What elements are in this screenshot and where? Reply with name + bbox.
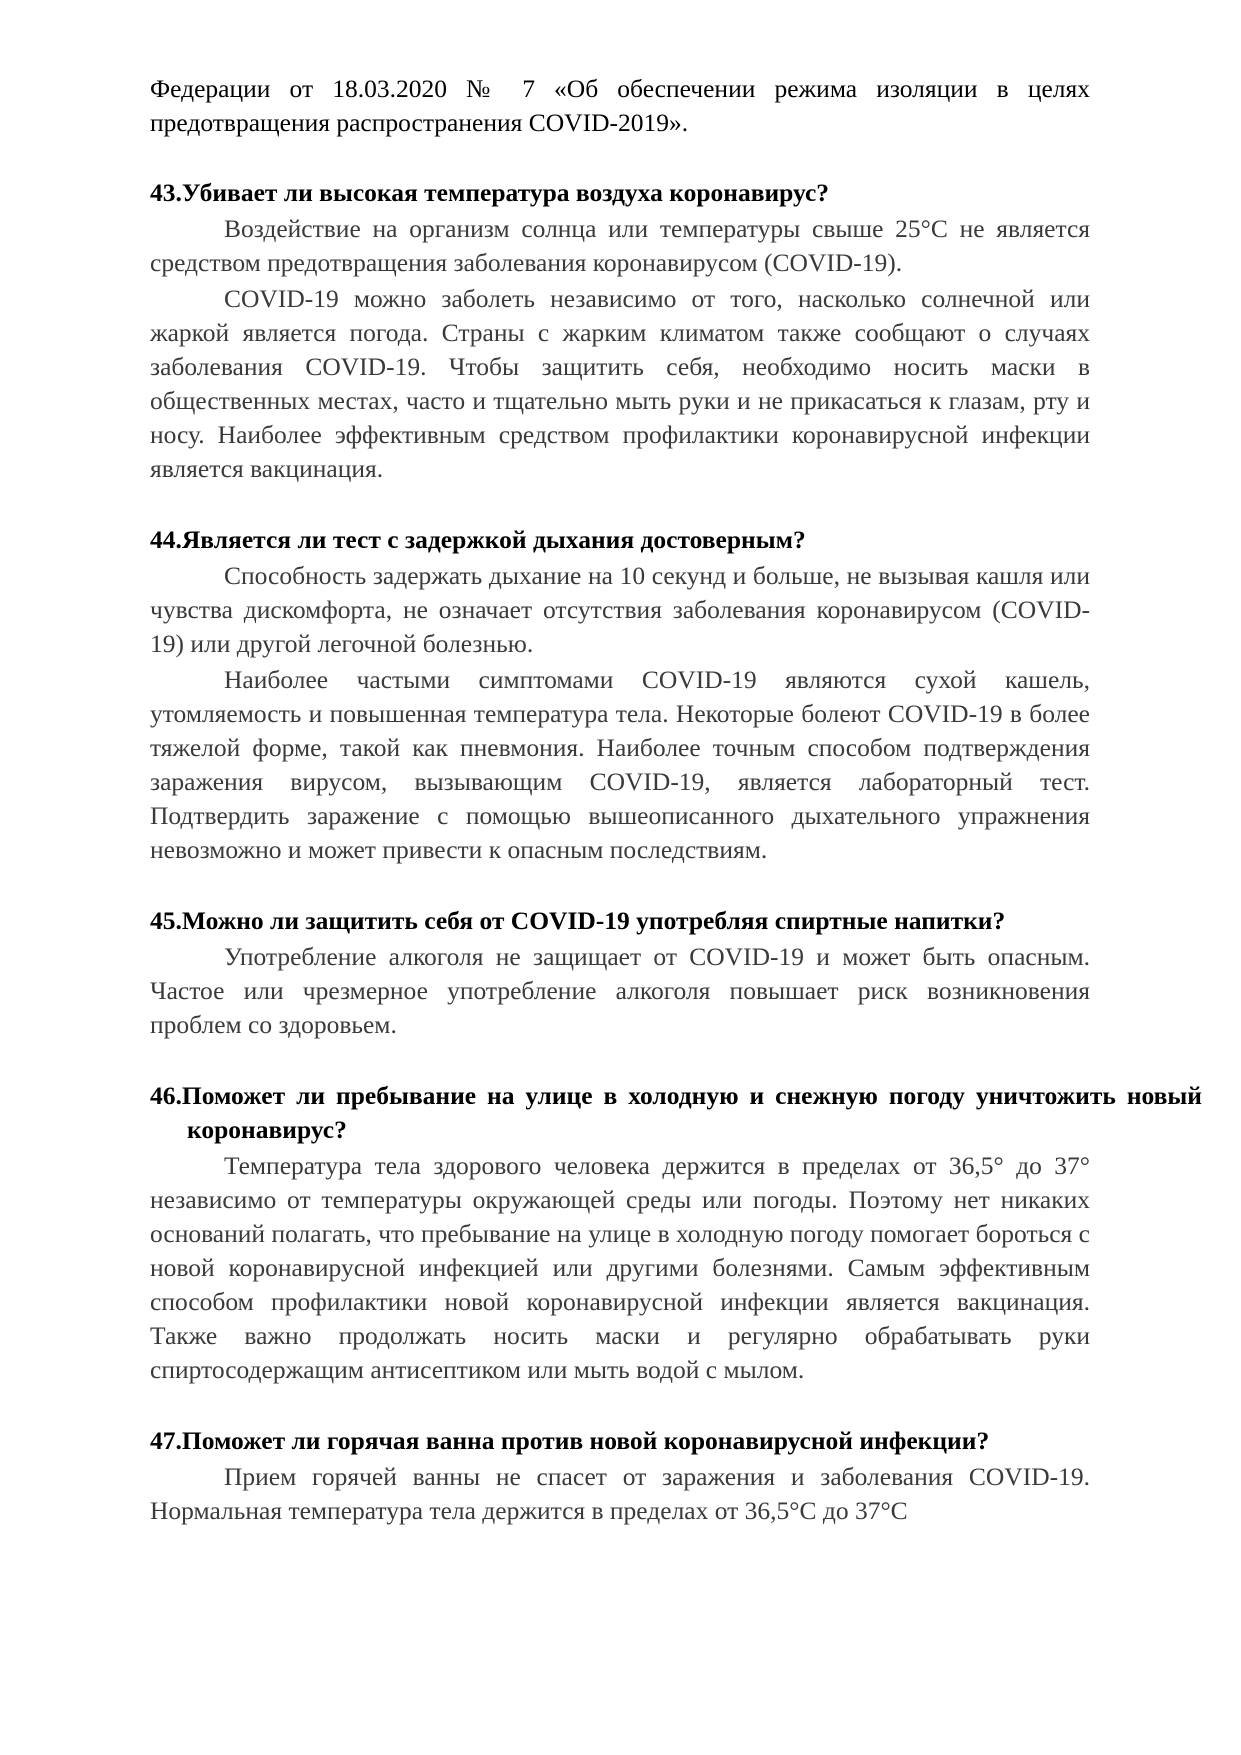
question-46: [150, 1079, 1202, 1387]
answer-body: [150, 1149, 1090, 1387]
answer-body: [150, 940, 1090, 1042]
answer-paragraph: Употребление алкоголя не защищает от COVID-19 и может быть опасным. Частое или чрезмерное употребление алкоголя повышает риск возникновения проблем со здоровьем.: [150, 942, 1090, 1039]
answer-body: [150, 559, 1090, 867]
question-title: 43.Убивает ли высокая температура воздуха коронавирус?: [150, 178, 830, 207]
answer-paragraph: Наиболее частыми симптомами COVID-19 являются сухой кашель, утомляемость и повышенная температура тела. Некоторые болеют COVID-19 в более тяжелой форме, такой как пневмония. Наиболее точным способом подтверждения заражения вирусом, вызывающим COVID-19, является лабораторный тест. Подтвердить заражение с помощью вышеописанного дыхательного упражнения невозможно и может привести к опасным последствиям.: [150, 665, 1090, 864]
question-45: [150, 904, 1090, 1042]
answer-paragraph: Воздействие на организм солнца или температуры свыше 25°С не является средством предотвращения заболевания коронавирусом (COVID-19).: [150, 214, 1090, 277]
answer-paragraph: Способность задержать дыхание на 10 секунд и больше, не вызывая кашля или чувства дискомфорта, не означает отсутствия заболевания коронавирусом (COVID-19) или другой легочной болезнью.: [150, 561, 1090, 658]
answer-paragraph: Прием горячей ванны не спасет от заражения и заболевания COVID-19. Нормальная температура тела держится в пределах от 36,5°С до 37°С: [150, 1462, 1090, 1525]
answer-paragraph: Температура тела здорового человека держится в пределах от 36,5° до 37° независимо от температуры окружающей среды или погоды. Поэтому нет никаких оснований полагать, что пребывание на улице в холодную погоду помогает бороться с новой коронавирусной инфекцией или другими болезнями. Самым эффективным способом профилактики новой коронавирусной инфекции является вакцинация. Также важно продолжать носить маски и регулярно обрабатывать руки спиртосодержащим антисептиком или мыть водой с мылом.: [150, 1151, 1090, 1384]
question-title: 45.Можно ли защитить себя от COVID-19 употребляя спиртные напитки?: [150, 906, 1006, 935]
answer-body: [150, 1460, 1090, 1528]
question-title: 44.Является ли тест с задержкой дыхания достоверным?: [150, 525, 806, 554]
question-44: [150, 523, 1090, 867]
question-title: 46.Поможет ли пребывание на улице в холодную и снежную погоду уничтожить новый коронавирус?: [150, 1081, 1202, 1144]
question-47: [150, 1424, 1090, 1528]
question-title: 47.Поможет ли горячая ванна против новой коронавирусной инфекции?: [150, 1426, 990, 1455]
answer-paragraph: COVID-19 можно заболеть независимо от того, насколько солнечной или жаркой является погода. Страны с жарким климатом также сообщают о случаях заболевания COVID-19. Чтобы защитить себя, необходимо носить маски в общественных местах, часто и тщательно мыть руки и не прикасаться к глазам, рту и носу. Наиболее эффективным средством профилактики коронавирусной инфекции является вакцинация.: [150, 284, 1090, 483]
document-page: [150, 72, 1202, 1528]
question-43: [150, 176, 1090, 486]
intro-paragraph: Федерации от 18.03.2020 № 7 «Об обеспечении режима изоляции в целях предотвращения распространения COVID-2019».: [150, 74, 1090, 137]
answer-body: [150, 212, 1090, 486]
